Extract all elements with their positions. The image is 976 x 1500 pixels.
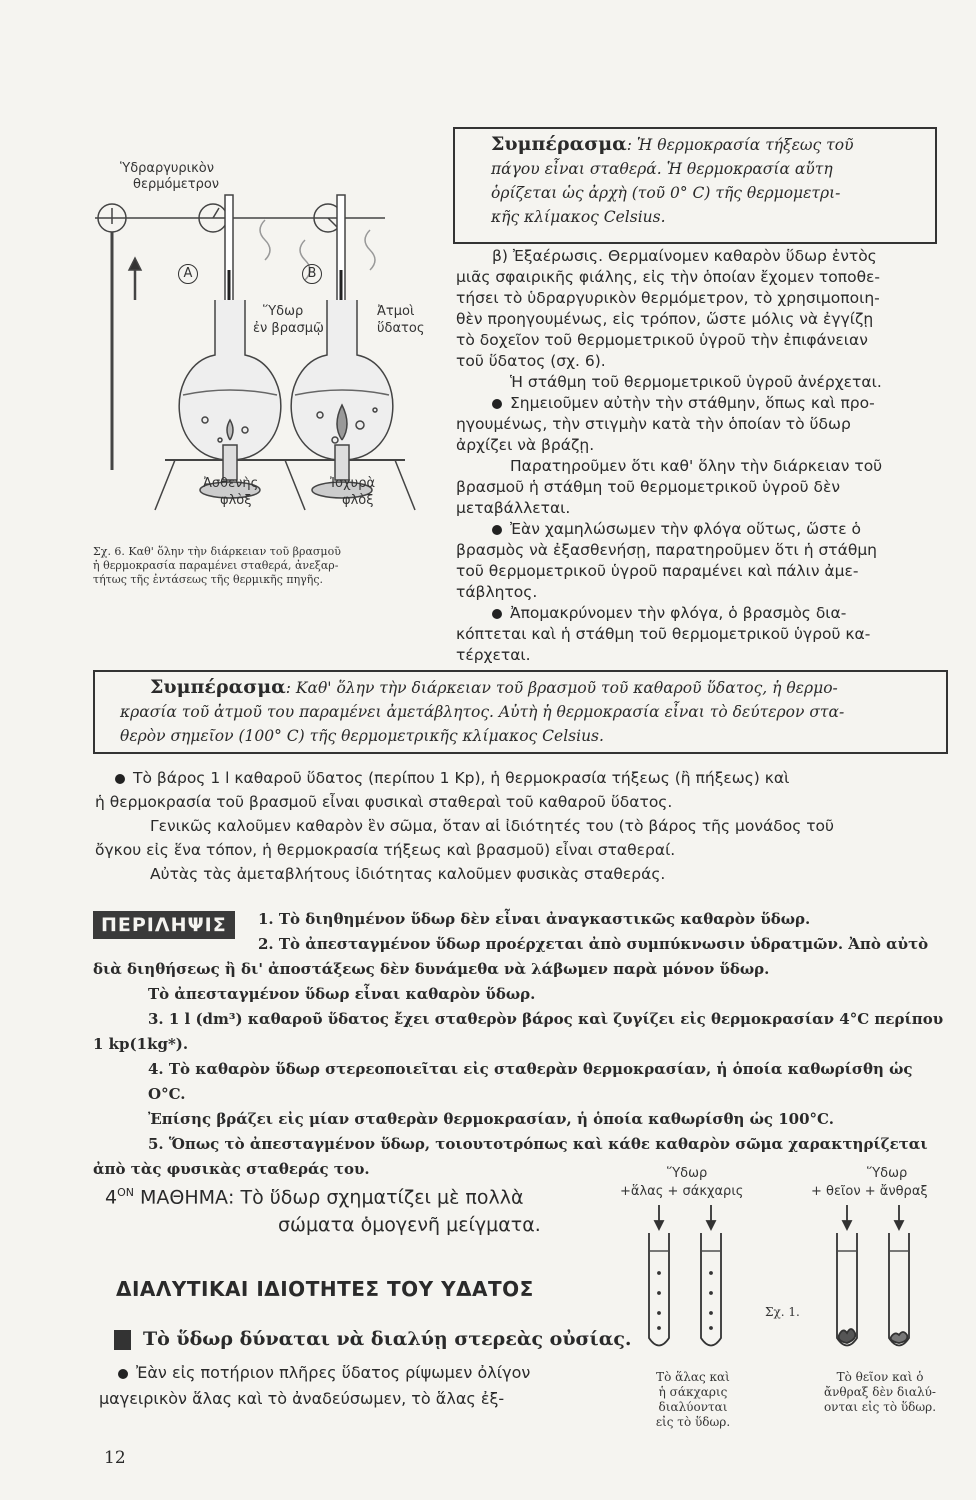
paragraph-line: τάβλητος. — [456, 583, 538, 601]
water-boiling-label-1: Ὕδωρ — [263, 304, 304, 319]
summary-item: 3. 1 l (dm³) καθαροῦ ὕδατος ἔχει σταθερὸν βάρος καὶ ζυγίζει εἰς θερμοκρασίαν 4°C περίπου — [148, 1010, 944, 1028]
label-b: B — [302, 264, 322, 284]
caption-line: ἄνθραξ δὲν διαλύ- — [824, 1385, 936, 1399]
paragraph-line: κόπτεται καὶ ἡ στάθμη τοῦ θερμομετρικοῦ ὑγροῦ κα- — [456, 625, 871, 643]
boiling-text — [456, 246, 936, 666]
paragraph-line: Σημειοῦμεν αὐτὴν τὴν στάθμην, ὅπως καὶ προ- — [510, 394, 875, 412]
summary-item: 2. Τὸ ἀπεσταγμένον ὕδωρ προέρχεται ἀπὸ συμπύκνωσιν ὑδρατμῶν. Ἀπὸ αὐτὸ — [258, 935, 929, 953]
summary-item: Τὸ ἀπεσταγμένον ὕδωρ εἶναι καθαρὸν ὕδωρ. — [148, 985, 536, 1003]
paragraph-line: τήσει τὸ ὑδραργυρικὸν θερμόμετρον, τὸ χρησιμοποιη- — [456, 289, 880, 307]
paragraph-line: μαγειρικὸν ἅλας καὶ τὸ ἀναδεύσωμεν, τὸ ἅλας ἐξ- — [99, 1389, 505, 1408]
vapor-label-1: Ἀτμοὶ — [377, 304, 415, 319]
weak-flame-label-1: Ἀσθενὴς — [203, 476, 259, 491]
boiling-apparatus-illustration — [95, 140, 435, 540]
thermometer-label-1: Ὑδραργυρικὸν — [120, 161, 214, 176]
section-heading: ΔΙΑΛΥΤΙΚΑΙ ΙΔΙΟΤΗΤΕΣ ΤΟΥ ΥΔΑΤΟΣ — [116, 1277, 534, 1301]
fig1-right-top: Ὕδωρ — [867, 1166, 908, 1181]
summary-item: Ἐπίσης βράζει εἰς μίαν σταθερὰν θερμοκρασίαν, ἡ ὁποία καθωρίσθη ὡς 100°C. — [148, 1110, 834, 1128]
paragraph-line: μεταβάλλεται. — [456, 499, 571, 517]
fig1-label: Σχ. 1. — [765, 1305, 800, 1319]
lesson-title — [105, 1186, 523, 1208]
caption-line: ἡ θερμοκρασία παραμένει σταθερά, ἀνεξαρ- — [93, 558, 339, 572]
subheading-text: Τὸ ὕδωρ δύναται νὰ διαλύῃ στερεὰς οὐσίας. — [143, 1328, 632, 1350]
fig1-right-mid: + θεῖον + ἄνθραξ — [811, 1184, 928, 1199]
lesson-line-2: σώματα ὁμογενῆ μείγματα. — [278, 1214, 541, 1236]
caption-line: ἡ σάκχαρις — [658, 1385, 728, 1399]
thermometer-label-2: θερμόμετρον — [133, 177, 220, 192]
bullet-icon — [118, 1369, 128, 1379]
lesson-line-1: ΜΑΘΗΜΑ: Τὸ ὕδωρ σχηματίζει μὲ πολλὰ — [140, 1186, 524, 1209]
weak-flame-label-2: φλὸξ — [220, 493, 252, 508]
summary-banner: ΠΕΡΙΛΗΨΙΣ — [93, 911, 235, 939]
figure-1 — [615, 1165, 955, 1429]
conclusion-box-2 — [93, 670, 948, 754]
figure-6-caption — [93, 545, 443, 586]
page-number: 12 — [104, 1448, 126, 1468]
paragraph-line: τοῦ θερμομετρικοῦ ὑγροῦ παραμένει καὶ πάλιν ἀμε- — [456, 562, 859, 580]
paragraph-line: Γενικῶς καλοῦμεν καθαρὸν ἓν σῶμα, ὅταν αἱ ἰδιότητές του (τὸ βάρος τῆς μονάδος τοῦ — [150, 817, 834, 835]
caption-line: ονται εἰς τὸ ὕδωρ. — [823, 1400, 937, 1414]
bullet-icon — [115, 774, 125, 784]
fig1-left-mid: +ἅλας + σάκχαρις — [620, 1184, 744, 1199]
summary-item: 4. Τὸ καθαρὸν ὕδωρ στερεοποιεῖται εἰς σταθερὰν θερμοκρασίαν, ἡ ὁποία καθωρίσθη ὡς O°C. — [148, 1060, 913, 1103]
vapor-label-2: ὕδατος — [377, 321, 425, 336]
conclusion-line: ὁρίζεται ὡς ἀρχὴ (τοῦ 0° C) τῆς θερμομετρι- — [491, 184, 841, 202]
caption-line: Τὸ θεῖον καὶ ὁ — [836, 1370, 924, 1384]
section-marker-icon — [114, 1330, 131, 1350]
lesson-number-suffix: ΟΝ — [117, 1186, 134, 1199]
fig1-left-caption — [633, 1370, 753, 1430]
paragraph-line: μιᾶς σφαιρικῆς φιάλης, εἰς τὴν ὁποίαν ἔχομεν τοποθε- — [456, 268, 881, 286]
bullet-icon — [492, 525, 502, 535]
label-a: A — [178, 264, 198, 284]
paragraph-line: Ἡ στάθμη τοῦ θερμομετρικοῦ ὑγροῦ ἀνέρχεται. — [510, 373, 882, 391]
paragraph-line: ηγουμένως, τὴν στιγμὴν κατὰ τὴν ὁποίαν τὸ ὕδωρ — [456, 415, 851, 433]
conclusion-box-1 — [453, 127, 937, 244]
caption-line: διαλύονται — [658, 1400, 728, 1414]
water-boiling-label-2: ἐν βρασμῷ — [253, 321, 324, 336]
paragraph-line: βρασμοῦ ἡ στάθμη τοῦ θερμομετρικοῦ ὑγροῦ δὲν — [456, 478, 841, 496]
paragraph-line: Ἐὰν χαμηλώσωμεν τὴν φλόγα οὕτως, ὥστε ὁ — [510, 520, 862, 538]
fig1-left-top: Ὕδωρ — [667, 1166, 708, 1181]
strong-flame-label-2: φλὸξ — [342, 493, 374, 508]
section-subheading — [114, 1328, 632, 1350]
summary-list — [93, 907, 953, 1182]
bullet-icon — [492, 609, 502, 619]
caption-line: Σχ. 6. Καθ' ὅλην τὴν διάρκειαν τοῦ βρασμοῦ — [93, 545, 341, 558]
paragraph-line: βρασμὸς νὰ ἐξασθενήσῃ, παρατηροῦμεν ὅτι ἡ στάθμη — [456, 541, 878, 559]
conclusion-title: Συμπέρασμα — [491, 133, 627, 155]
test-tubes-illustration — [615, 1203, 955, 1363]
paragraph-line: τέρχεται. — [456, 646, 531, 664]
caption-line: τήτως τῆς ἐντάσεως τῆς θερμικῆς πηγῆς. — [93, 572, 324, 586]
conclusion-title: Συμπέρασμα — [150, 676, 286, 698]
paragraph-line: β) Ἐξαέρωσις. Θερμαίνομεν καθαρὸν ὕδωρ ἐντὸς — [492, 247, 877, 265]
paragraph-line: ὄγκου εἰς ἕνα τόπον, ἡ θερμοκρασία τήξεως καὶ βρασμοῦ) εἶναι σταθεραί. — [95, 841, 676, 859]
paragraph-line: θὲν προηγουμένως, εἰς τρόπον, ὥστε μόλις νὰ ἐγγίζῃ — [456, 310, 874, 328]
caption-line: Τὸ ἅλας καὶ — [656, 1370, 730, 1384]
conclusion-line: πάγου εἶναι σταθερά. Ἡ θερμοκρασία αὕτη — [491, 160, 833, 178]
fig1-right-caption — [810, 1370, 950, 1415]
paragraph-line: τοῦ ὕδατος (σχ. 6). — [456, 352, 606, 370]
bullet-icon — [492, 399, 502, 409]
summary-item: 1 kp(1kg*). — [93, 1035, 189, 1053]
constants-text — [95, 766, 950, 886]
conclusion-line: : Καθ' ὅλην τὴν διάρκειαν τοῦ βρασμοῦ τοῦ καθαροῦ ὕδατος, ἡ θερμο- — [285, 679, 838, 697]
section-body — [99, 1360, 602, 1412]
paragraph-line: Τὸ βάρος 1 l καθαροῦ ὕδατος (περίπου 1 Kp), ἡ θερμοκρασία τήξεως (ἢ πήξεως) καὶ — [133, 769, 790, 787]
summary-item: 5. Ὅπως τὸ ἀπεσταγμένον ὕδωρ, τοιουτοτρόπως καὶ κάθε καθαρὸν σῶμα χαρακτηρίζεται — [148, 1135, 928, 1153]
conclusion-line: κρασία τοῦ ἀτμοῦ του παραμένει ἀμετάβλητος. Αὐτὴ ἡ θερμοκρασία εἶναι τὸ δεύτερον στα- — [120, 703, 845, 721]
caption-line: εἰς τὸ ὕδωρ. — [655, 1415, 731, 1429]
paragraph-line: ἡ θερμοκρασία τοῦ βρασμοῦ εἶναι φυσικαὶ σταθεραὶ τοῦ καθαροῦ ὕδατος. — [95, 793, 673, 811]
conclusion-line: θερὸν σημεῖον (100° C) τῆς θερμομετρικῆς κλίμακος Celsius. — [120, 727, 604, 745]
summary-item: 1. Τὸ διηθημένον ὕδωρ δὲν εἶναι ἀναγκαστικῶς καθαρὸν ὕδωρ. — [258, 910, 811, 928]
paragraph-line: Ἐὰν εἰς ποτήριον πλῆρες ὕδατος ρίψωμεν ὀλίγον — [136, 1363, 531, 1382]
paragraph-line: Αὐτὰς τὰς ἀμεταβλήτους ἰδιότητας καλοῦμεν φυσικὰς σταθεράς. — [150, 865, 666, 883]
summary-item: ἀπὸ τὰς φυσικὰς σταθεράς του. — [93, 1160, 370, 1178]
paragraph-line: Ἀπομακρύνομεν τὴν φλόγα, ὁ βρασμὸς δια- — [510, 604, 847, 622]
summary-item: διὰ διηθήσεως ἢ δι' ἀποστάξεως δὲν δυνάμεθα νὰ λάβωμεν παρὰ μόνον ὕδωρ. — [93, 960, 770, 978]
conclusion-line: : Ἡ θερμοκρασία τήξεως τοῦ — [626, 136, 854, 154]
paragraph-line: ἀρχίζει νὰ βράζῃ. — [456, 436, 595, 454]
lesson-number: 4 — [105, 1186, 118, 1209]
paragraph-line: Παρατηροῦμεν ὅτι καθ' ὅλην τὴν διάρκειαν τοῦ — [510, 457, 883, 475]
figure-6 — [95, 140, 435, 540]
paragraph-line: τὸ δοχεῖον τοῦ θερμομετρικοῦ ὑγροῦ τὴν ἐπιφάνειαν — [456, 331, 868, 349]
conclusion-line: κῆς κλίμακος Celsius. — [491, 208, 666, 226]
strong-flame-label-1: Ἰσχυρὰ — [330, 476, 376, 491]
